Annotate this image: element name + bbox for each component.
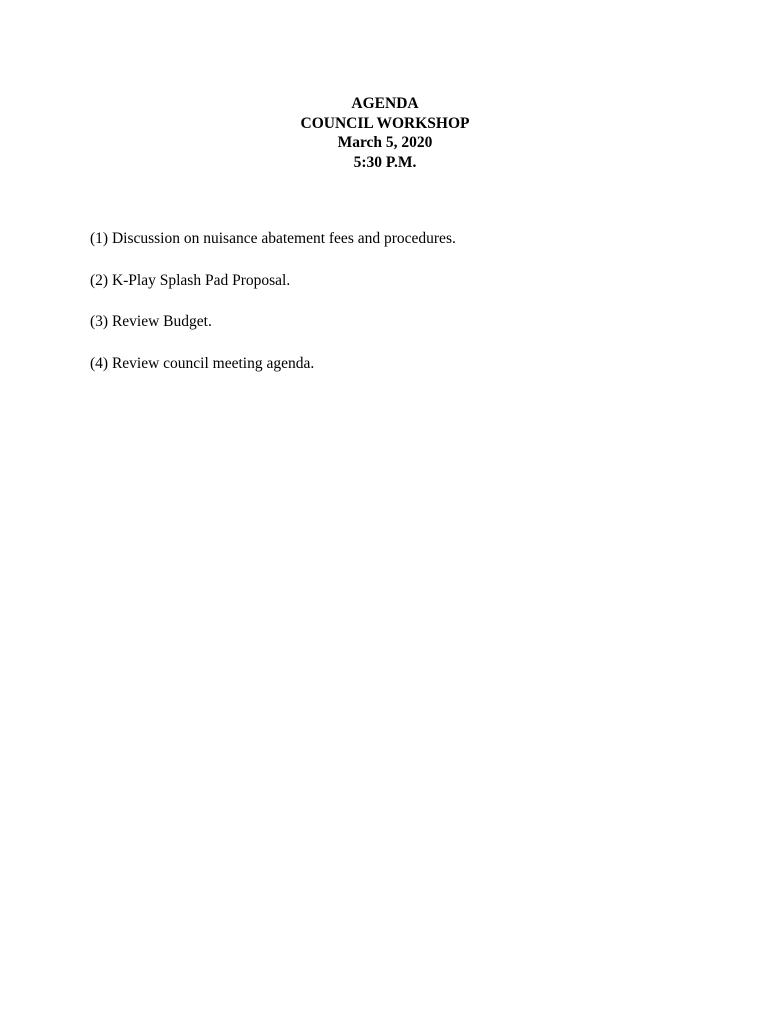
agenda-item: (4) Review council meeting agenda.	[90, 354, 315, 372]
agenda-header	[0, 94, 770, 172]
agenda-items	[90, 229, 730, 395]
agenda-item: (3) Review Budget.	[90, 313, 212, 330]
agenda-title: AGENDA	[351, 95, 419, 112]
agenda-item: (2) K-Play Splash Pad Proposal.	[90, 271, 291, 289]
meeting-time: 5:30 P.M.	[353, 153, 417, 171]
agenda-item: (1) Discussion on nuisance abatement fees and procedures.	[90, 230, 456, 247]
meeting-type: COUNCIL WORKSHOP	[300, 114, 470, 132]
meeting-date: March 5, 2020	[337, 134, 433, 151]
